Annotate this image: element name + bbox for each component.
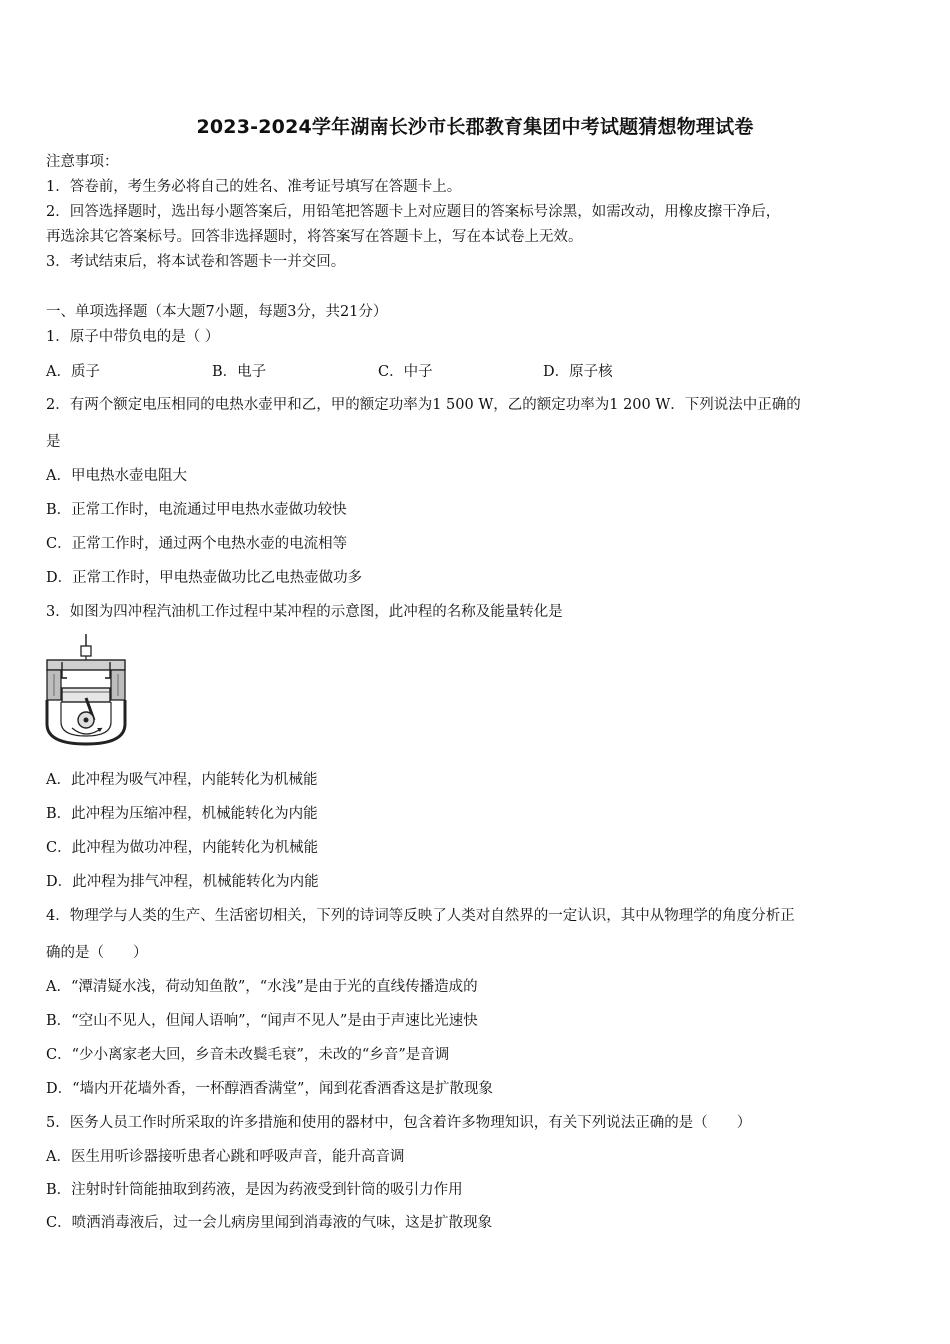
- q4-option-b: B．“空山不见人，但闻人语响”，“闻声不见人”是由于声速比光速快: [46, 1013, 478, 1029]
- question-3-stem: 3．如图为四冲程汽油机工作过程中某冲程的示意图，此冲程的名称及能量转化是: [46, 604, 563, 620]
- q4-option-d: D．“墙内开花墙外香，一杯醇酒香满堂”，闻到花香酒香这是扩散现象: [46, 1081, 493, 1097]
- question-4-stem: 4．物理学与人类的生产、生活密切相关，下列的诗词等反映了人类对自然界的一定认识，其中从物理学的角度分析正: [46, 908, 795, 924]
- notice-item-2-cont: 再选涂其它答案标号。回答非选择题时，将答案写在答题卡上，写在本试卷上无效。: [46, 229, 583, 245]
- q4-option-c: C．“少小离家老大回，乡音未改鬓毛衰”，未改的“乡音”是音调: [46, 1047, 450, 1063]
- notice-heading: 注意事项：: [46, 154, 119, 170]
- q1-option-b: B．电子: [212, 364, 267, 380]
- notice-item-3: 3．考试结束后，将本试卷和答题卡一并交回。: [46, 254, 346, 270]
- q3-option-d: D．此冲程为排气冲程，机械能转化为内能: [46, 874, 319, 890]
- notice-item-1: 1．答卷前，考生务必将自己的姓名、准考证号填写在答题卡上。: [46, 179, 462, 195]
- q2-option-c: C．正常工作时，通过两个电热水壶的电流相等: [46, 536, 348, 552]
- question-1-stem: 1．原子中带负电的是（ ）: [46, 329, 220, 345]
- q3-option-a: A．此冲程为吸气冲程，内能转化为机械能: [46, 772, 318, 788]
- q3-option-b: B．此冲程为压缩冲程，机械能转化为内能: [46, 806, 318, 822]
- question-5-stem: 5．医务人员工作时所采取的许多措施和使用的器材中，包含着许多物理知识，有关下列说法正确的是（ ）: [46, 1115, 752, 1131]
- notice-item-2: 2．回答选择题时，选出每小题答案后，用铅笔把答题卡上对应题目的答案标号涂黑，如需改动，用橡皮擦干净后，: [46, 204, 781, 220]
- page-title: 2023-2024学年湖南长沙市长郡教育集团中考试题猜想物理试卷: [196, 116, 754, 138]
- q1-option-c: C．中子: [378, 364, 433, 380]
- q1-option-d: D．原子核: [543, 364, 613, 380]
- question-1-options: [46, 360, 926, 380]
- question-4-stem-cont: 确的是（ ）: [46, 945, 148, 961]
- question-2-stem: 2．有两个额定电压相同的电热水壶甲和乙，甲的额定功率为1 500 W，乙的额定功率为1 200 W．下列说法中正确的: [46, 397, 801, 413]
- q2-option-d: D．正常工作时，甲电热壶做功比乙电热壶做功多: [46, 570, 363, 586]
- q3-option-c: C．此冲程为做功冲程，内能转化为机械能: [46, 840, 319, 856]
- engine-stroke-figure: [44, 632, 128, 748]
- q5-option-b: B．注射时针筒能抽取到药液，是因为药液受到针筒的吸引力作用: [46, 1182, 463, 1198]
- question-2-stem-cont: 是: [46, 434, 61, 450]
- q2-option-a: A．甲电热水壶电阻大: [46, 468, 187, 484]
- q4-option-a: A．“潭清疑水浅，荷动知鱼散”，“水浅”是由于光的直线传播造成的: [46, 979, 478, 995]
- section-heading: 一、单项选择题（本大题7小题，每题3分，共21分）: [46, 304, 388, 320]
- q1-option-a: A．质子: [46, 364, 100, 380]
- q5-option-a: A．医生用听诊器接听患者心跳和呼吸声音，能升高音调: [46, 1149, 405, 1165]
- q2-option-b: B．正常工作时，电流通过甲电热水壶做功较快: [46, 502, 347, 518]
- q5-option-c: C．喷洒消毒液后，过一会儿病房里闻到消毒液的气味，这是扩散现象: [46, 1215, 493, 1231]
